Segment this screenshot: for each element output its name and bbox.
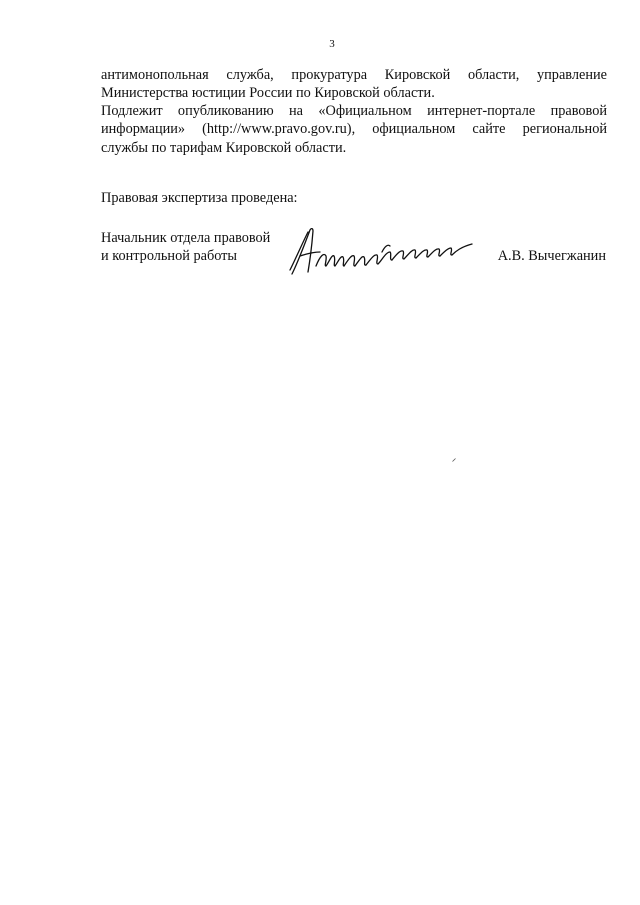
expertise-note: Правовая экспертиза проведена: [101,190,298,206]
paragraph-recipients [101,66,607,103]
paragraph-line: Министерства юстиции России по Кировской области. [101,85,435,102]
signatory-title [101,229,270,266]
page-number: 3 [329,38,335,50]
signatory-title-line: и контрольной работы [101,248,238,265]
handwritten-signature-icon [286,222,476,280]
paragraph-line: службы по тарифам Кировской области. [101,139,347,156]
signatory-title-line: Начальник отдела правовой [101,230,271,246]
paragraph-line: информации» (http://www.pravo.gov.ru), официальном сайте региональной [101,121,607,138]
stray-mark-icon [452,458,456,462]
signatory-name: А.В. Вычегжанин [497,248,606,264]
paragraph-publication [101,102,607,157]
paragraph-line: Подлежит опубликованию на «Официальном интернет-портале правовой [101,103,607,119]
paragraph-line: антимонопольная служба, прокуратура Кировской области, управление [101,67,607,83]
